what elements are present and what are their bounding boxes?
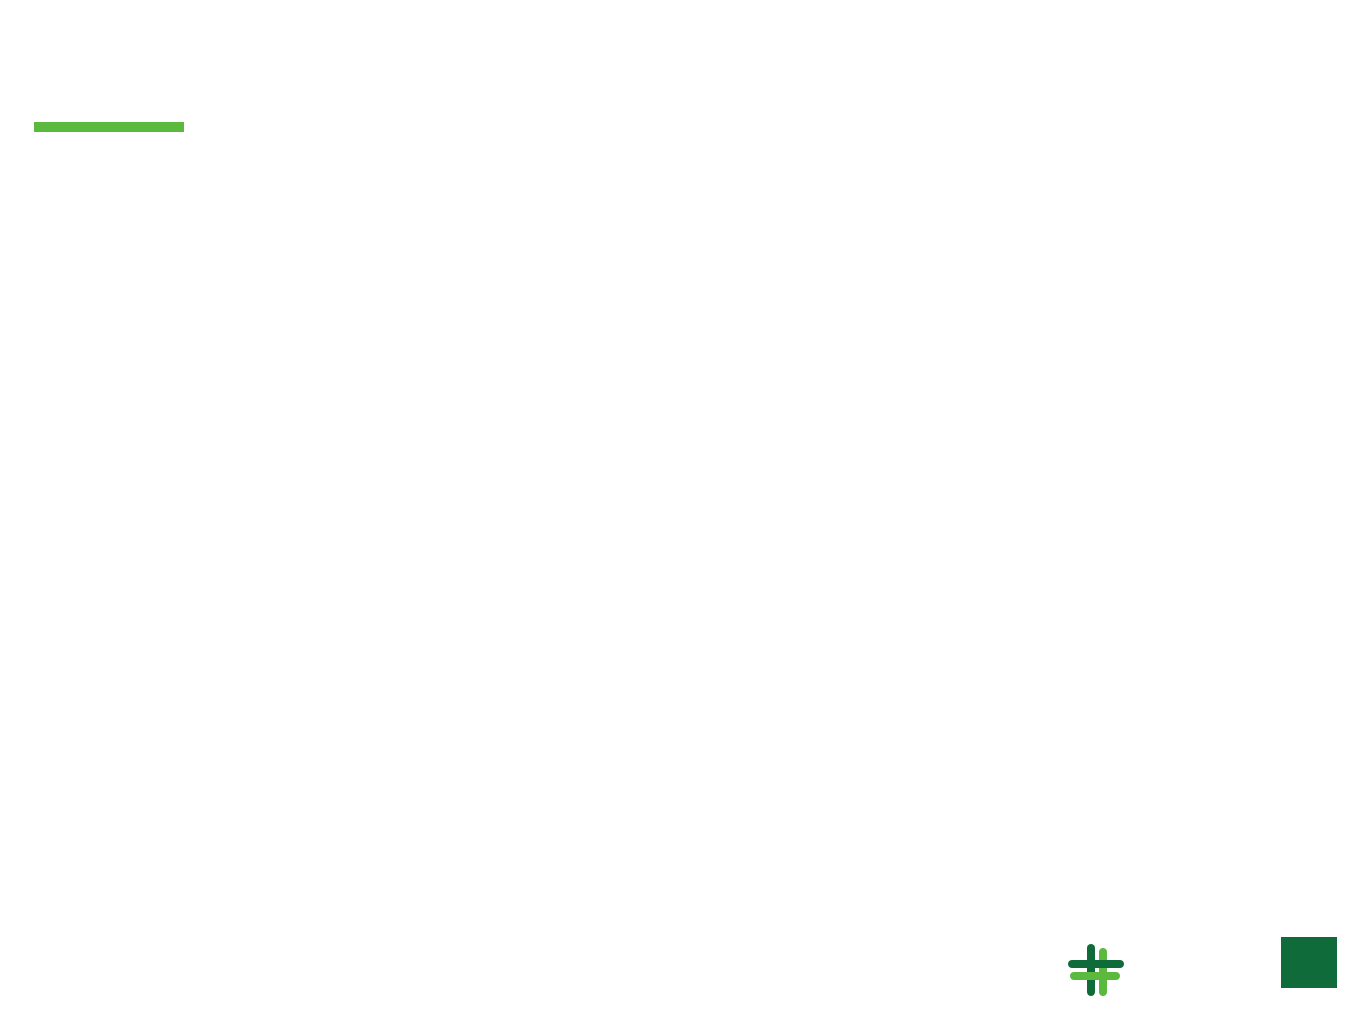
- cross-logo-icon: [1066, 940, 1126, 1000]
- company-logo: [1066, 936, 1266, 1012]
- footnote: [12, 990, 48, 1005]
- page-number: [1281, 937, 1337, 988]
- title-accent-bar: [34, 122, 184, 132]
